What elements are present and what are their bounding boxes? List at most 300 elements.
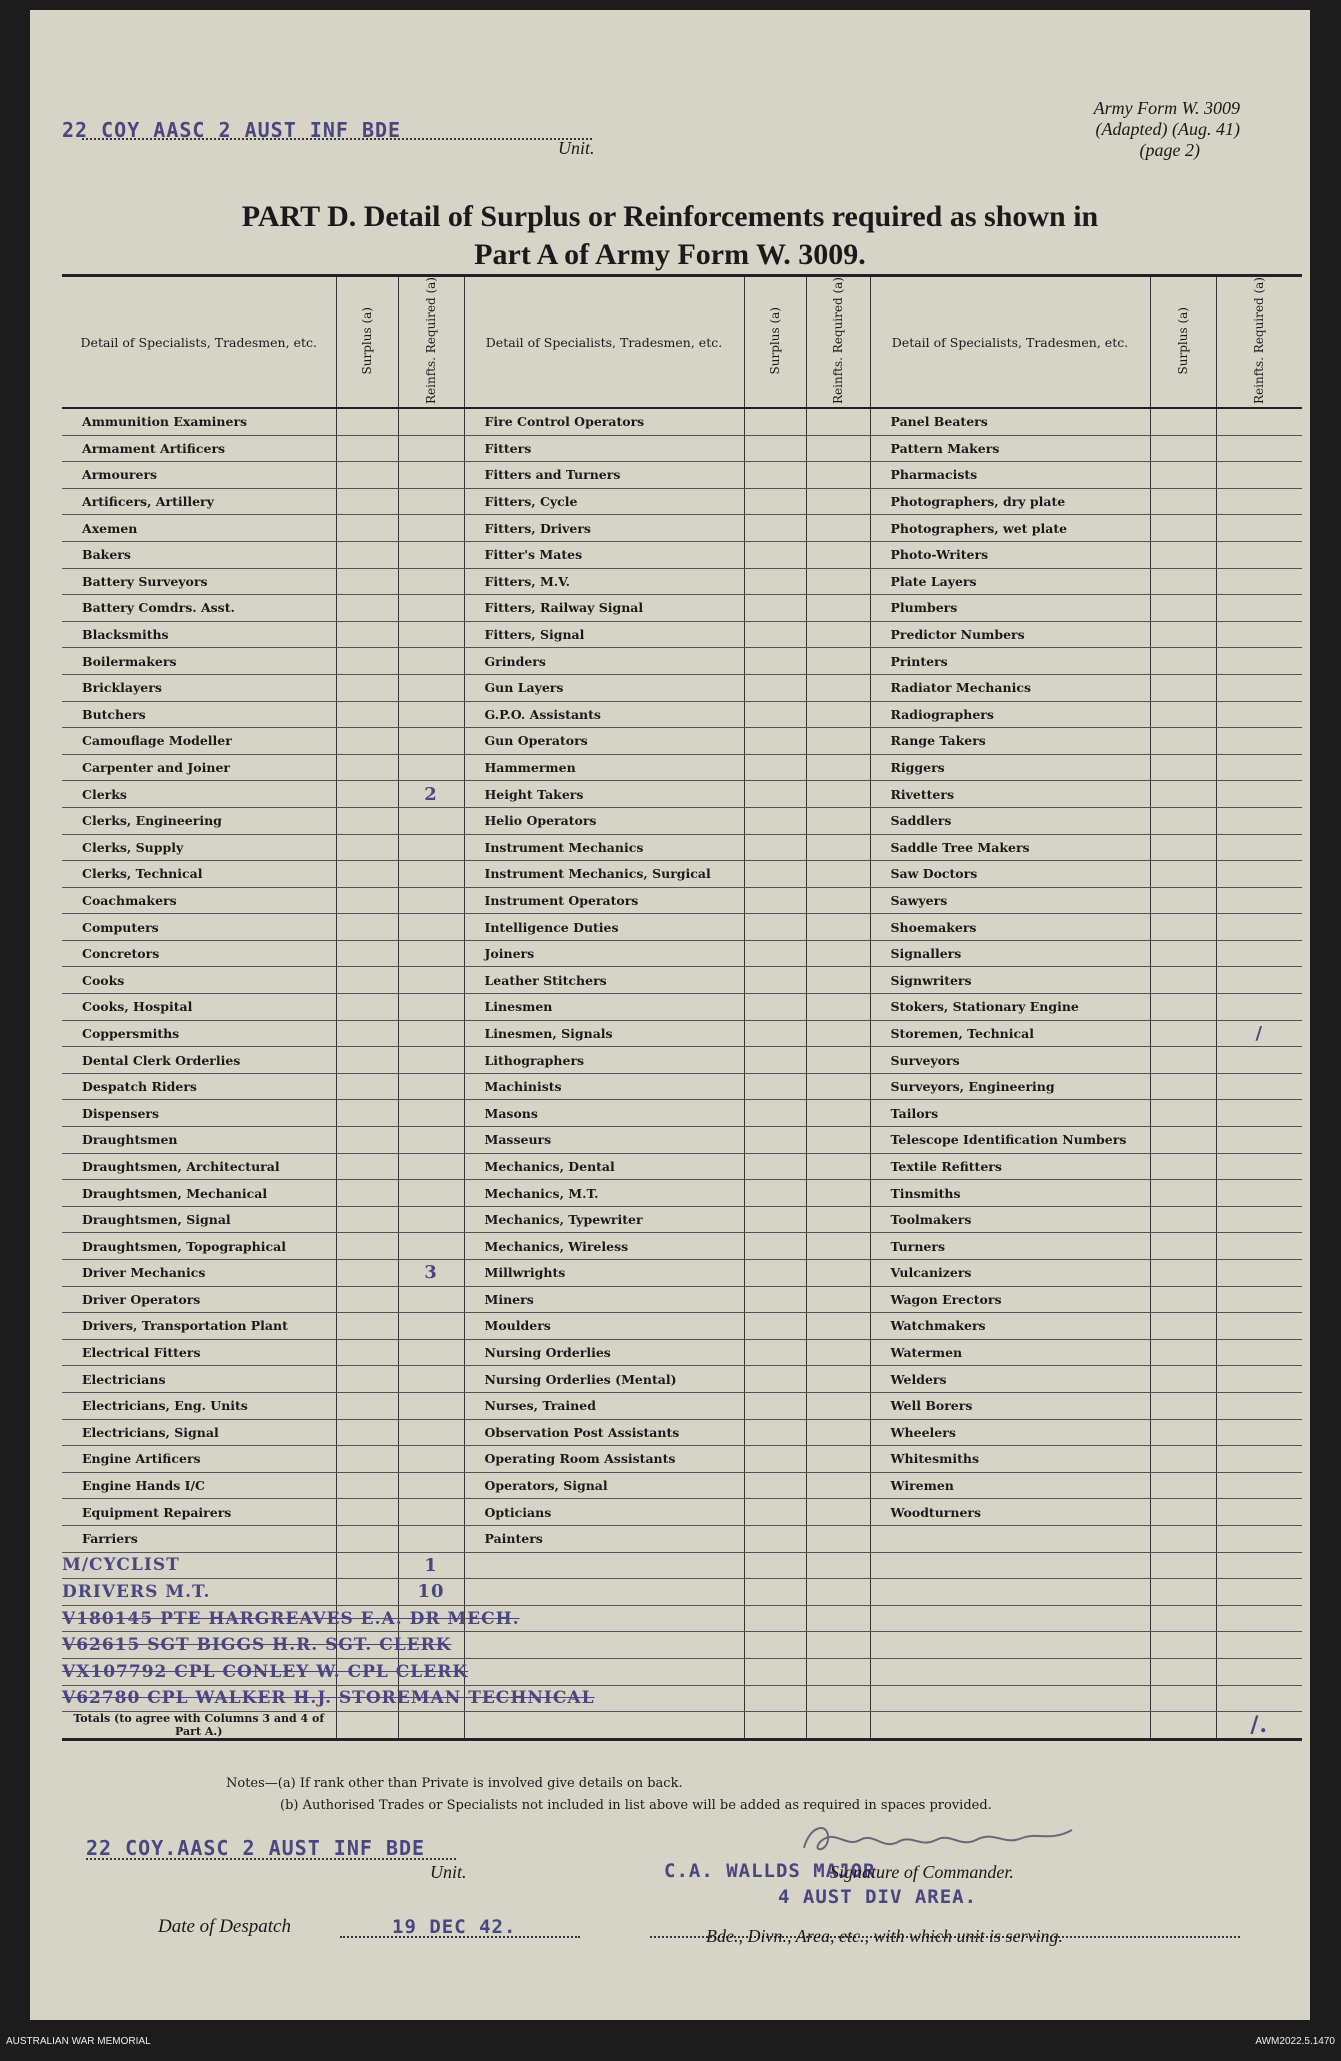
reinfts-cell — [398, 1525, 464, 1552]
trade-name: Signallers — [870, 940, 1150, 967]
surplus-cell — [336, 1233, 398, 1260]
reinfts-cell — [806, 435, 870, 462]
totals-cell — [1150, 1712, 1216, 1740]
col1-detail-header: Detail of Specialists, Tradesmen, etc. — [62, 276, 336, 409]
reinfts-cell — [1216, 1047, 1302, 1074]
empty-cell — [744, 1579, 806, 1606]
surplus-cell — [744, 1206, 806, 1233]
surplus-cell — [336, 1286, 398, 1313]
reinfts-cell — [806, 1446, 870, 1473]
trade-name: Fitters — [464, 435, 744, 462]
title-line-1: PART D. Detail of Surplus or Reinforcements required as shown in — [241, 200, 1099, 233]
trade-name: Farriers — [62, 1525, 336, 1552]
surplus-cell — [336, 1339, 398, 1366]
reinfts-cell — [1216, 1127, 1302, 1154]
trade-name: Instrument Operators — [464, 887, 744, 914]
reinfts-cell — [1216, 1073, 1302, 1100]
surplus-cell — [336, 1020, 398, 1047]
empty-cell — [1150, 1552, 1216, 1579]
surplus-cell — [744, 1286, 806, 1313]
reinfts-cell — [398, 1047, 464, 1074]
surplus-cell — [1150, 1047, 1216, 1074]
empty-cell — [744, 1685, 806, 1712]
trade-name: Signwriters — [870, 967, 1150, 994]
table-row — [62, 1180, 1302, 1207]
empty-cell — [464, 1632, 744, 1659]
surplus-cell — [1150, 1446, 1216, 1473]
table-row — [62, 1525, 1302, 1552]
reinfts-cell — [806, 674, 870, 701]
surplus-cell — [1150, 1153, 1216, 1180]
surplus-cell — [336, 1127, 398, 1154]
trade-name: Nursing Orderlies — [464, 1339, 744, 1366]
trade-name: Fitters, Railway Signal — [464, 595, 744, 622]
trade-name: Pharmacists — [870, 462, 1150, 489]
surplus-cell — [744, 1313, 806, 1340]
empty-cell — [870, 1658, 1150, 1685]
trade-name: Armament Artificers — [62, 435, 336, 462]
reinfts-cell — [806, 807, 870, 834]
reinfts-cell — [398, 1499, 464, 1526]
reinfts-cell — [1216, 674, 1302, 701]
surplus-cell — [744, 861, 806, 888]
reinfts-cell — [1216, 595, 1302, 622]
trade-name: Photo-Writers — [870, 541, 1150, 568]
surplus-cell — [1150, 940, 1216, 967]
trade-name: Electricians, Signal — [62, 1419, 336, 1446]
surplus-cell — [336, 1419, 398, 1446]
reinfts-cell — [398, 1100, 464, 1127]
typed-value: 1 — [398, 1552, 464, 1579]
reinfts-cell — [398, 408, 464, 435]
col2-surplus-header: Surplus (a) — [744, 276, 806, 409]
reinfts-cell — [1216, 861, 1302, 888]
surplus-cell — [336, 621, 398, 648]
trade-name: Dental Clerk Orderlies — [62, 1047, 336, 1074]
trade-name: Fitters, Cycle — [464, 488, 744, 515]
reinfts-cell — [1216, 1286, 1302, 1313]
trade-name: Range Takers — [870, 728, 1150, 755]
trade-name: Riggers — [870, 754, 1150, 781]
surplus-cell — [1150, 408, 1216, 435]
table-row — [62, 781, 1302, 808]
empty-cell — [870, 1605, 1150, 1632]
reinfts-cell — [806, 515, 870, 542]
col3-detail-header: Detail of Specialists, Tradesmen, etc. — [870, 276, 1150, 409]
trade-name: Clerks, Engineering — [62, 807, 336, 834]
surplus-cell — [336, 1313, 398, 1340]
surplus-cell — [336, 1552, 398, 1579]
surplus-cell — [744, 541, 806, 568]
table-row — [62, 541, 1302, 568]
reinfts-cell — [1216, 754, 1302, 781]
handwritten-signature — [790, 1818, 1100, 1862]
trade-name: Moulders — [464, 1313, 744, 1340]
reinfts-cell — [1216, 1419, 1302, 1446]
reinfts-cell — [1216, 648, 1302, 675]
surplus-cell — [336, 728, 398, 755]
reinfts-cell: / — [1216, 1020, 1302, 1047]
surplus-cell — [1150, 595, 1216, 622]
trade-name: Welders — [870, 1366, 1150, 1393]
typed-entry: V180145 PTE HARGREAVES E.A. DR MECH. — [62, 1605, 336, 1632]
trade-name: Fire Control Operators — [464, 408, 744, 435]
surplus-cell — [744, 488, 806, 515]
reinfts-cell — [806, 1286, 870, 1313]
trade-name: Cooks — [62, 967, 336, 994]
table-row — [62, 1020, 1302, 1047]
note-b: (b) Authorised Trades or Specialists not included in list above will be added as required in spaces provided. — [280, 1798, 992, 1813]
typed-row — [62, 1658, 1302, 1685]
trade-name: Saddle Tree Makers — [870, 834, 1150, 861]
table-row — [62, 1206, 1302, 1233]
totals-cell — [336, 1712, 398, 1740]
surplus-cell — [1150, 1313, 1216, 1340]
reinfts-cell — [1216, 1472, 1302, 1499]
trade-name: Electricians, Eng. Units — [62, 1392, 336, 1419]
surplus-cell — [336, 515, 398, 542]
commander-typed: C.A. WALLDS MAJOR — [664, 1860, 876, 1882]
table-row — [62, 940, 1302, 967]
trade-name: Tinsmiths — [870, 1180, 1150, 1207]
trade-name: Draughtsmen — [62, 1127, 336, 1154]
reinfts-cell — [1216, 887, 1302, 914]
trade-name: Pattern Makers — [870, 435, 1150, 462]
table-row — [62, 1233, 1302, 1260]
surplus-cell — [336, 1180, 398, 1207]
surplus-cell — [744, 994, 806, 1021]
reinfts-cell — [398, 1233, 464, 1260]
empty-cell — [1216, 1579, 1302, 1606]
surplus-cell — [744, 834, 806, 861]
trade-name: Panel Beaters — [870, 408, 1150, 435]
surplus-cell — [336, 1206, 398, 1233]
surplus-cell — [1150, 568, 1216, 595]
surplus-cell — [336, 701, 398, 728]
trade-name: Instrument Mechanics, Surgical — [464, 861, 744, 888]
surplus-cell — [336, 1100, 398, 1127]
surplus-cell — [336, 1047, 398, 1074]
surplus-cell — [336, 1153, 398, 1180]
empty-cell — [806, 1658, 870, 1685]
page-title — [30, 198, 1310, 274]
trade-name: Leather Stitchers — [464, 967, 744, 994]
trade-name: Radiographers — [870, 701, 1150, 728]
surplus-cell — [744, 595, 806, 622]
reinfts-cell — [1216, 1499, 1302, 1526]
table-row — [62, 488, 1302, 515]
reinfts-cell — [806, 568, 870, 595]
trade-name: Sawyers — [870, 887, 1150, 914]
surplus-cell — [336, 595, 398, 622]
trade-name: Fitters, M.V. — [464, 568, 744, 595]
reinfts-cell — [1216, 568, 1302, 595]
surplus-cell — [1150, 1472, 1216, 1499]
reinfts-cell — [1216, 1366, 1302, 1393]
reinfts-cell — [1216, 834, 1302, 861]
reinfts-cell — [398, 887, 464, 914]
surplus-cell — [744, 1392, 806, 1419]
trade-name: Driver Operators — [62, 1286, 336, 1313]
surplus-cell — [744, 781, 806, 808]
date-typed: 19 DEC 42. — [392, 1916, 517, 1938]
table-row — [62, 994, 1302, 1021]
trade-name: Equipment Repairers — [62, 1499, 336, 1526]
empty-cell — [806, 1552, 870, 1579]
empty-cell — [806, 1685, 870, 1712]
typed-row — [62, 1552, 1302, 1579]
empty-cell — [870, 1579, 1150, 1606]
trade-name: Well Borers — [870, 1392, 1150, 1419]
surplus-cell — [744, 408, 806, 435]
empty-cell — [1150, 1605, 1216, 1632]
reinfts-cell — [398, 834, 464, 861]
surplus-cell — [1150, 1366, 1216, 1393]
surplus-cell — [1150, 1180, 1216, 1207]
surplus-cell — [1150, 1339, 1216, 1366]
trade-name: Photographers, wet plate — [870, 515, 1150, 542]
typed-entry: DRIVERS M.T. — [62, 1579, 336, 1606]
reinfts-cell — [398, 728, 464, 755]
reinfts-cell — [398, 1127, 464, 1154]
trade-name: Whitesmiths — [870, 1446, 1150, 1473]
trade-name: Nurses, Trained — [464, 1392, 744, 1419]
trade-name: Mechanics, Wireless — [464, 1233, 744, 1260]
trade-name: Plumbers — [870, 595, 1150, 622]
table-row — [62, 834, 1302, 861]
trade-name: Engine Hands I/C — [62, 1472, 336, 1499]
trade-name: Watermen — [870, 1339, 1150, 1366]
surplus-cell — [744, 1446, 806, 1473]
table-row — [62, 1499, 1302, 1526]
trade-name: Storemen, Technical — [870, 1020, 1150, 1047]
reinfts-cell — [806, 1153, 870, 1180]
reinfts-cell — [806, 967, 870, 994]
table-row — [62, 674, 1302, 701]
trade-name: Driver Mechanics — [62, 1260, 336, 1287]
form-page — [30, 10, 1310, 2020]
reinfts-cell: 2 — [398, 781, 464, 808]
trade-name: Concretors — [62, 940, 336, 967]
reinfts-cell — [398, 914, 464, 941]
reinfts-cell — [806, 541, 870, 568]
footer-unit-typed: 22 COY.AASC 2 AUST INF BDE — [86, 1836, 426, 1860]
col2-reinfts-header: Reinfts. Required (a) — [806, 276, 870, 409]
surplus-cell — [744, 1047, 806, 1074]
table-row — [62, 435, 1302, 462]
reinfts-cell — [398, 1180, 464, 1207]
typed-entry: M/CYCLIST — [62, 1552, 336, 1579]
reinfts-cell — [398, 754, 464, 781]
surplus-cell — [1150, 541, 1216, 568]
empty-cell — [1150, 1685, 1216, 1712]
surplus-cell — [1150, 462, 1216, 489]
reinfts-cell — [1216, 1100, 1302, 1127]
reinfts-cell — [1216, 621, 1302, 648]
table-row — [62, 1286, 1302, 1313]
trade-name: Shoemakers — [870, 914, 1150, 941]
surplus-cell — [336, 967, 398, 994]
trade-name: Surveyors, Engineering — [870, 1073, 1150, 1100]
unit-label: Unit. — [558, 138, 595, 158]
reinfts-cell — [1216, 994, 1302, 1021]
trade-name: Fitters and Turners — [464, 462, 744, 489]
table-row — [62, 621, 1302, 648]
empty-cell — [870, 1685, 1150, 1712]
area-typed: 4 AUST DIV AREA. — [778, 1886, 978, 1908]
trade-name: Helio Operators — [464, 807, 744, 834]
reinfts-cell — [1216, 408, 1302, 435]
reinfts-cell — [398, 701, 464, 728]
reinfts-cell — [806, 1127, 870, 1154]
surplus-cell — [1150, 834, 1216, 861]
trade-name: Watchmakers — [870, 1313, 1150, 1340]
reinfts-cell — [806, 1073, 870, 1100]
table-row — [62, 1366, 1302, 1393]
trade-name: Opticians — [464, 1499, 744, 1526]
reinfts-cell — [398, 1286, 464, 1313]
reinfts-cell — [1216, 728, 1302, 755]
surplus-cell — [1150, 1419, 1216, 1446]
table-row — [62, 967, 1302, 994]
table-row — [62, 1047, 1302, 1074]
surplus-cell — [1150, 754, 1216, 781]
reinfts-cell — [1216, 515, 1302, 542]
unit-typed: 22 COY AASC 2 AUST INF BDE — [62, 118, 402, 142]
surplus-cell — [744, 887, 806, 914]
surplus-cell — [744, 701, 806, 728]
trade-name: Coppersmiths — [62, 1020, 336, 1047]
reinfts-cell — [1216, 1525, 1302, 1552]
table-row — [62, 807, 1302, 834]
surplus-cell — [744, 1525, 806, 1552]
surplus-cell — [1150, 648, 1216, 675]
reinfts-cell — [806, 1100, 870, 1127]
totals-cell — [398, 1712, 464, 1740]
trade-name — [870, 1525, 1150, 1552]
trade-name: Plate Layers — [870, 568, 1150, 595]
surplus-cell — [744, 1233, 806, 1260]
reinfts-cell — [806, 1472, 870, 1499]
reinfts-cell — [398, 1073, 464, 1100]
reinfts-cell — [806, 1260, 870, 1287]
surplus-cell — [336, 408, 398, 435]
surplus-cell — [744, 435, 806, 462]
surplus-cell — [336, 1073, 398, 1100]
reinfts-cell — [398, 541, 464, 568]
surplus-cell — [336, 1392, 398, 1419]
trade-name: Dispensers — [62, 1100, 336, 1127]
reinfts-cell — [398, 861, 464, 888]
reinfts-cell — [1216, 1206, 1302, 1233]
trade-name: Mechanics, Typewriter — [464, 1206, 744, 1233]
surplus-cell — [1150, 515, 1216, 542]
trade-name: Radiator Mechanics — [870, 674, 1150, 701]
surplus-cell — [336, 781, 398, 808]
reinfts-cell — [806, 834, 870, 861]
surplus-cell — [1150, 621, 1216, 648]
trade-name: Saw Doctors — [870, 861, 1150, 888]
trade-name: Wagon Erectors — [870, 1286, 1150, 1313]
reinfts-cell — [398, 807, 464, 834]
typed-value: 10 — [398, 1579, 464, 1606]
trade-name: Blacksmiths — [62, 621, 336, 648]
reinfts-cell — [398, 648, 464, 675]
reinfts-cell — [398, 967, 464, 994]
surplus-cell — [1150, 1260, 1216, 1287]
trade-name: Printers — [870, 648, 1150, 675]
totals-cell — [806, 1712, 870, 1740]
surplus-cell — [1150, 1392, 1216, 1419]
surplus-cell — [1150, 861, 1216, 888]
trade-name: Rivetters — [870, 781, 1150, 808]
form-reference — [970, 98, 1240, 161]
surplus-cell — [744, 674, 806, 701]
reinfts-cell — [806, 1020, 870, 1047]
trade-name: Woodturners — [870, 1499, 1150, 1526]
surplus-cell — [744, 1180, 806, 1207]
empty-cell — [1216, 1632, 1302, 1659]
archive-caption-left: AUSTRALIAN WAR MEMORIAL — [6, 2036, 151, 2047]
table-row — [62, 568, 1302, 595]
empty-cell — [464, 1579, 744, 1606]
surplus-cell — [336, 435, 398, 462]
surplus-cell — [336, 1260, 398, 1287]
reinfts-cell — [806, 728, 870, 755]
trade-name: Intelligence Duties — [464, 914, 744, 941]
surplus-cell — [1150, 701, 1216, 728]
surplus-cell — [744, 807, 806, 834]
surplus-cell — [336, 1579, 398, 1606]
typed-entry: V62780 CPL WALKER H.J. STOREMAN TECHNICAL — [62, 1685, 336, 1712]
surplus-cell — [336, 1366, 398, 1393]
table-row — [62, 754, 1302, 781]
trade-name: Electrical Fitters — [62, 1339, 336, 1366]
reinfts-cell — [398, 940, 464, 967]
reinfts-cell — [1216, 781, 1302, 808]
surplus-cell — [744, 1153, 806, 1180]
table-row — [62, 914, 1302, 941]
reinfts-cell — [398, 994, 464, 1021]
totals-label: Totals (to agree with Columns 3 and 4 of Part A.) — [62, 1712, 336, 1740]
trade-name: Battery Surveyors — [62, 568, 336, 595]
trade-name: Observation Post Assistants — [464, 1419, 744, 1446]
empty-cell — [464, 1658, 744, 1685]
surplus-cell — [336, 861, 398, 888]
totals-reinfts-col3: /. — [1216, 1712, 1302, 1740]
reinfts-cell — [1216, 1392, 1302, 1419]
table-row — [62, 1153, 1302, 1180]
empty-cell — [806, 1579, 870, 1606]
surplus-cell — [744, 1260, 806, 1287]
surplus-cell — [336, 834, 398, 861]
reinfts-cell — [398, 1313, 464, 1340]
reinfts-cell — [1216, 1180, 1302, 1207]
trade-name: Cooks, Hospital — [62, 994, 336, 1021]
reinfts-cell — [806, 1525, 870, 1552]
trade-name: Toolmakers — [870, 1206, 1150, 1233]
trade-name: Instrument Mechanics — [464, 834, 744, 861]
trade-name: Textile Refitters — [870, 1153, 1150, 1180]
surplus-cell — [336, 541, 398, 568]
surplus-cell — [1150, 1499, 1216, 1526]
reinfts-cell — [398, 488, 464, 515]
surplus-cell — [1150, 1127, 1216, 1154]
trade-name: Armourers — [62, 462, 336, 489]
surplus-cell — [336, 914, 398, 941]
surplus-cell — [744, 568, 806, 595]
totals-cell — [870, 1712, 1150, 1740]
